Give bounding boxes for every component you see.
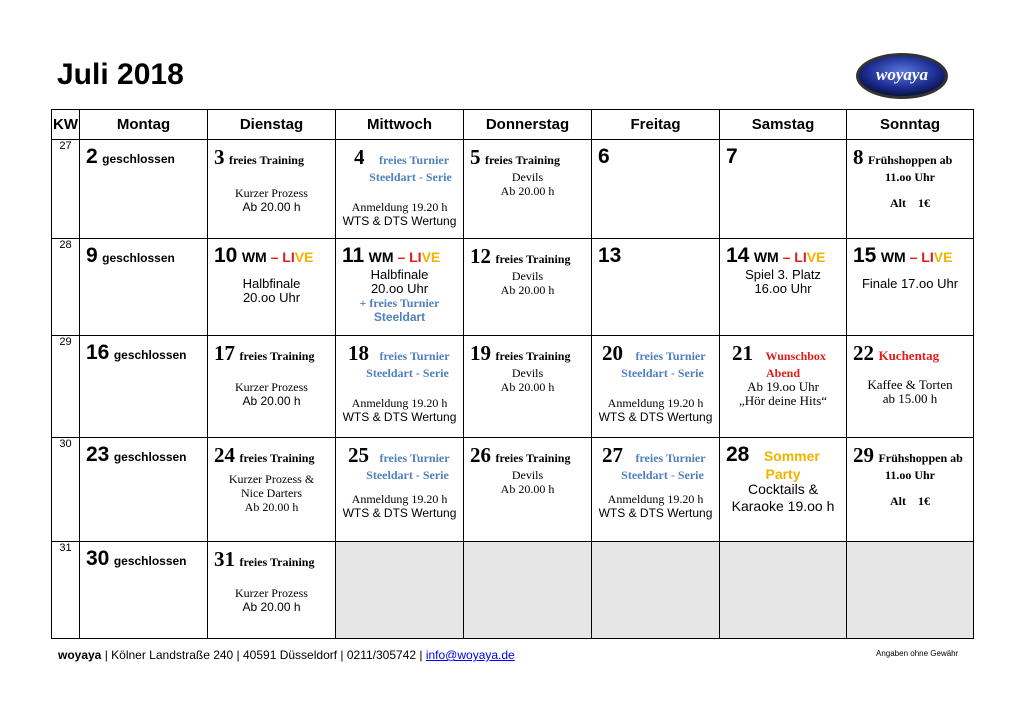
event-title: freies Turnier (635, 349, 706, 363)
event-subtitle: Abend (765, 366, 800, 380)
day-number: 26 (470, 443, 491, 467)
header-row (52, 110, 974, 140)
day-cell (592, 438, 720, 542)
event-detail: Kurzer Prozess & (228, 472, 315, 486)
week-row (52, 438, 974, 542)
footer-address: | Kölner Landstraße 240 | 40591 Düsseldorf | 0211/305742 | (101, 648, 426, 662)
event-subtitle: Steeldart - Serie (369, 170, 452, 184)
event-detail: Finale 17.oo Uhr (861, 276, 959, 291)
day-number: 18 (348, 341, 369, 365)
day-number: 2 (86, 145, 98, 168)
event-time: Ab 20.00 h (242, 394, 301, 408)
wm-live-label: WM – LIVE (880, 249, 953, 265)
week-number: 28 (52, 239, 80, 336)
empty-day-cell (847, 542, 974, 639)
event-detail: Alt 1€ (890, 196, 930, 210)
event-detail: Cocktails & (747, 481, 819, 497)
event-detail: WTS & DTS Wertung (342, 506, 457, 520)
event-subtitle: 11.oo Uhr (884, 468, 935, 482)
event-time: ab 15.00 h (882, 391, 938, 406)
event-subtitle: Steeldart - Serie (366, 366, 449, 380)
woyaya-logo (855, 52, 949, 100)
event-detail: Anmeldung 19.20 h (351, 396, 448, 410)
day-header-mittwoch: Mittwoch (336, 110, 464, 140)
event-title: Wunschbox (765, 349, 826, 363)
kw-header: KW (52, 110, 80, 140)
day-number: 22 (853, 341, 874, 365)
day-number: 31 (214, 547, 235, 571)
day-header-sonntag: Sonntag (847, 110, 974, 140)
event-title: freies Training (239, 555, 315, 569)
day-cell (208, 438, 336, 542)
event-extra: Steeldart (373, 310, 426, 324)
week-row (52, 542, 974, 639)
day-number: 3 (214, 145, 225, 169)
day-cell (847, 239, 974, 336)
week-number: 30 (52, 438, 80, 542)
day-cell (464, 336, 592, 438)
event-subtitle: Steeldart - Serie (366, 468, 449, 482)
event-time: Ab 20.00 h (242, 200, 301, 214)
event-subtitle: Steeldart - Serie (621, 468, 704, 482)
day-cell (336, 336, 464, 438)
event-title: freies Training (495, 252, 571, 266)
week-row (52, 239, 974, 336)
event-title: freies Training (239, 451, 315, 465)
page-title: Juli 2018 (57, 58, 184, 91)
day-cell (208, 239, 336, 336)
day-cell (847, 140, 974, 239)
event-time: Karaoke 19.oo h (731, 498, 835, 514)
day-cell (80, 438, 208, 542)
day-header-freitag: Freitag (592, 110, 720, 140)
event-detail: Devils (511, 269, 544, 283)
event-title: geschlossen (102, 251, 175, 265)
event-subtitle: Steeldart - Serie (621, 366, 704, 380)
day-cell (720, 140, 847, 239)
wm-live-label: WM – LIVE (241, 249, 314, 265)
event-extra: + freies Turnier (359, 296, 440, 310)
day-cell (336, 140, 464, 239)
day-cell (592, 336, 720, 438)
event-detail: Nice Darters (241, 486, 302, 500)
event-time: Ab 20.00 h (244, 500, 299, 514)
event-detail: Kurzer Prozess (235, 186, 308, 200)
day-number: 25 (348, 443, 369, 467)
event-detail: Kurzer Prozess (235, 586, 308, 600)
day-cell (720, 438, 847, 542)
event-subtitle: Party (765, 466, 801, 482)
week-row (52, 336, 974, 438)
day-number: 15 (853, 244, 877, 267)
day-number: 30 (86, 547, 110, 570)
event-title: Frühshoppen ab (867, 153, 953, 167)
event-title: freies Training (484, 153, 560, 167)
event-detail: Kaffee & Torten (867, 377, 953, 392)
event-title: freies Training (495, 451, 571, 465)
day-number: 27 (602, 443, 623, 467)
footer-brand: woyaya (58, 648, 102, 662)
day-number: 23 (86, 443, 110, 466)
event-title: freies Training (495, 349, 571, 363)
day-number: 29 (853, 443, 874, 467)
event-detail: Anmeldung 19.20 h (351, 200, 448, 214)
event-detail: WTS & DTS Wertung (342, 214, 457, 228)
event-title: freies Turnier (379, 451, 450, 465)
day-cell (80, 239, 208, 336)
day-cell (720, 336, 847, 438)
event-detail: Kurzer Prozess (235, 380, 308, 394)
day-cell (720, 239, 847, 336)
day-cell (336, 438, 464, 542)
day-number: 4 (354, 145, 365, 169)
day-cell (80, 542, 208, 639)
day-number: 16 (86, 341, 110, 364)
day-cell (592, 239, 720, 336)
event-detail: Anmeldung 19.20 h (607, 396, 704, 410)
week-number: 29 (52, 336, 80, 438)
event-detail: Halbfinale (242, 276, 301, 291)
event-time: Ab 20.00 h (500, 380, 555, 394)
event-detail: Devils (511, 170, 544, 184)
wm-live-label: WM – LIVE (753, 249, 826, 265)
day-number: 13 (598, 244, 622, 267)
calendar-table (51, 109, 974, 639)
day-number: 14 (726, 244, 750, 267)
event-title: freies Training (228, 153, 304, 167)
day-cell (208, 542, 336, 639)
event-subtitle: 11.oo Uhr (884, 170, 935, 184)
event-detail: Devils (511, 468, 544, 482)
svg-text:woyaya: woyaya (876, 65, 928, 84)
day-cell (464, 239, 592, 336)
day-cell (592, 140, 720, 239)
day-number: 10 (214, 244, 238, 267)
event-detail: WTS & DTS Wertung (342, 410, 457, 424)
day-number: 24 (214, 443, 235, 467)
empty-day-cell (464, 542, 592, 639)
day-header-donnerstag: Donnerstag (464, 110, 592, 140)
day-number: 11 (342, 244, 365, 267)
event-time: Ab 20.00 h (242, 600, 301, 614)
day-cell (847, 438, 974, 542)
day-number: 5 (470, 145, 481, 169)
event-detail: „Hör deine Hits“ (738, 393, 828, 408)
day-number: 20 (602, 341, 623, 365)
day-cell (208, 140, 336, 239)
event-time: 16.oo Uhr (754, 281, 812, 296)
event-title: Sommer (763, 448, 820, 464)
empty-day-cell (592, 542, 720, 639)
wm-live-label: WM – LIVE (368, 249, 441, 265)
day-cell (80, 336, 208, 438)
event-title: freies Turnier (378, 153, 450, 167)
event-detail: WTS & DTS Wertung (598, 506, 713, 520)
event-title: Kuchentag (878, 348, 940, 363)
day-number: 21 (732, 341, 753, 365)
event-title: freies Turnier (635, 451, 706, 465)
day-header-samstag: Samstag (720, 110, 847, 140)
day-number: 9 (86, 244, 98, 267)
day-number: 17 (214, 341, 235, 365)
empty-day-cell (720, 542, 847, 639)
disclaimer-note: Angaben ohne Gewähr (876, 649, 959, 658)
day-cell (80, 140, 208, 239)
day-number: 12 (470, 244, 491, 268)
day-header-montag: Montag (80, 110, 208, 140)
event-title: Frühshoppen ab (878, 451, 963, 465)
event-time: Ab 20.00 h (500, 184, 555, 198)
day-cell (464, 140, 592, 239)
day-cell (847, 336, 974, 438)
event-time: 20.oo Uhr (370, 281, 429, 296)
day-number: 8 (853, 145, 864, 169)
week-row (52, 140, 974, 239)
event-title: geschlossen (113, 450, 187, 464)
week-number: 31 (52, 542, 80, 639)
day-number: 19 (470, 341, 491, 365)
empty-day-cell (336, 542, 464, 639)
footer-contact (58, 648, 515, 662)
event-detail: Ab 19.oo Uhr (747, 379, 819, 394)
email-link[interactable]: info@woyaya.de (425, 648, 515, 662)
day-cell (208, 336, 336, 438)
day-number: 7 (726, 145, 738, 168)
event-detail: Spiel 3. Platz (745, 267, 821, 282)
day-cell (336, 239, 464, 336)
week-number: 27 (52, 140, 80, 239)
event-title: freies Training (239, 349, 315, 363)
event-time: Ab 20.00 h (500, 283, 555, 297)
event-time: Ab 20.00 h (500, 482, 555, 496)
event-detail: Devils (511, 366, 544, 380)
day-number: 6 (598, 145, 610, 168)
day-cell (464, 438, 592, 542)
event-detail: Halbfinale (370, 267, 429, 282)
event-title: geschlossen (113, 554, 187, 568)
event-title: geschlossen (113, 348, 187, 362)
day-header-dienstag: Dienstag (208, 110, 336, 140)
event-detail: Alt 1€ (890, 494, 930, 508)
day-number: 28 (726, 443, 750, 466)
event-detail: Anmeldung 19.20 h (607, 492, 704, 506)
event-title: geschlossen (102, 152, 175, 166)
event-time: 20.oo Uhr (242, 290, 301, 305)
event-title: freies Turnier (379, 349, 450, 363)
event-detail: WTS & DTS Wertung (598, 410, 713, 424)
event-detail: Anmeldung 19.20 h (351, 492, 448, 506)
